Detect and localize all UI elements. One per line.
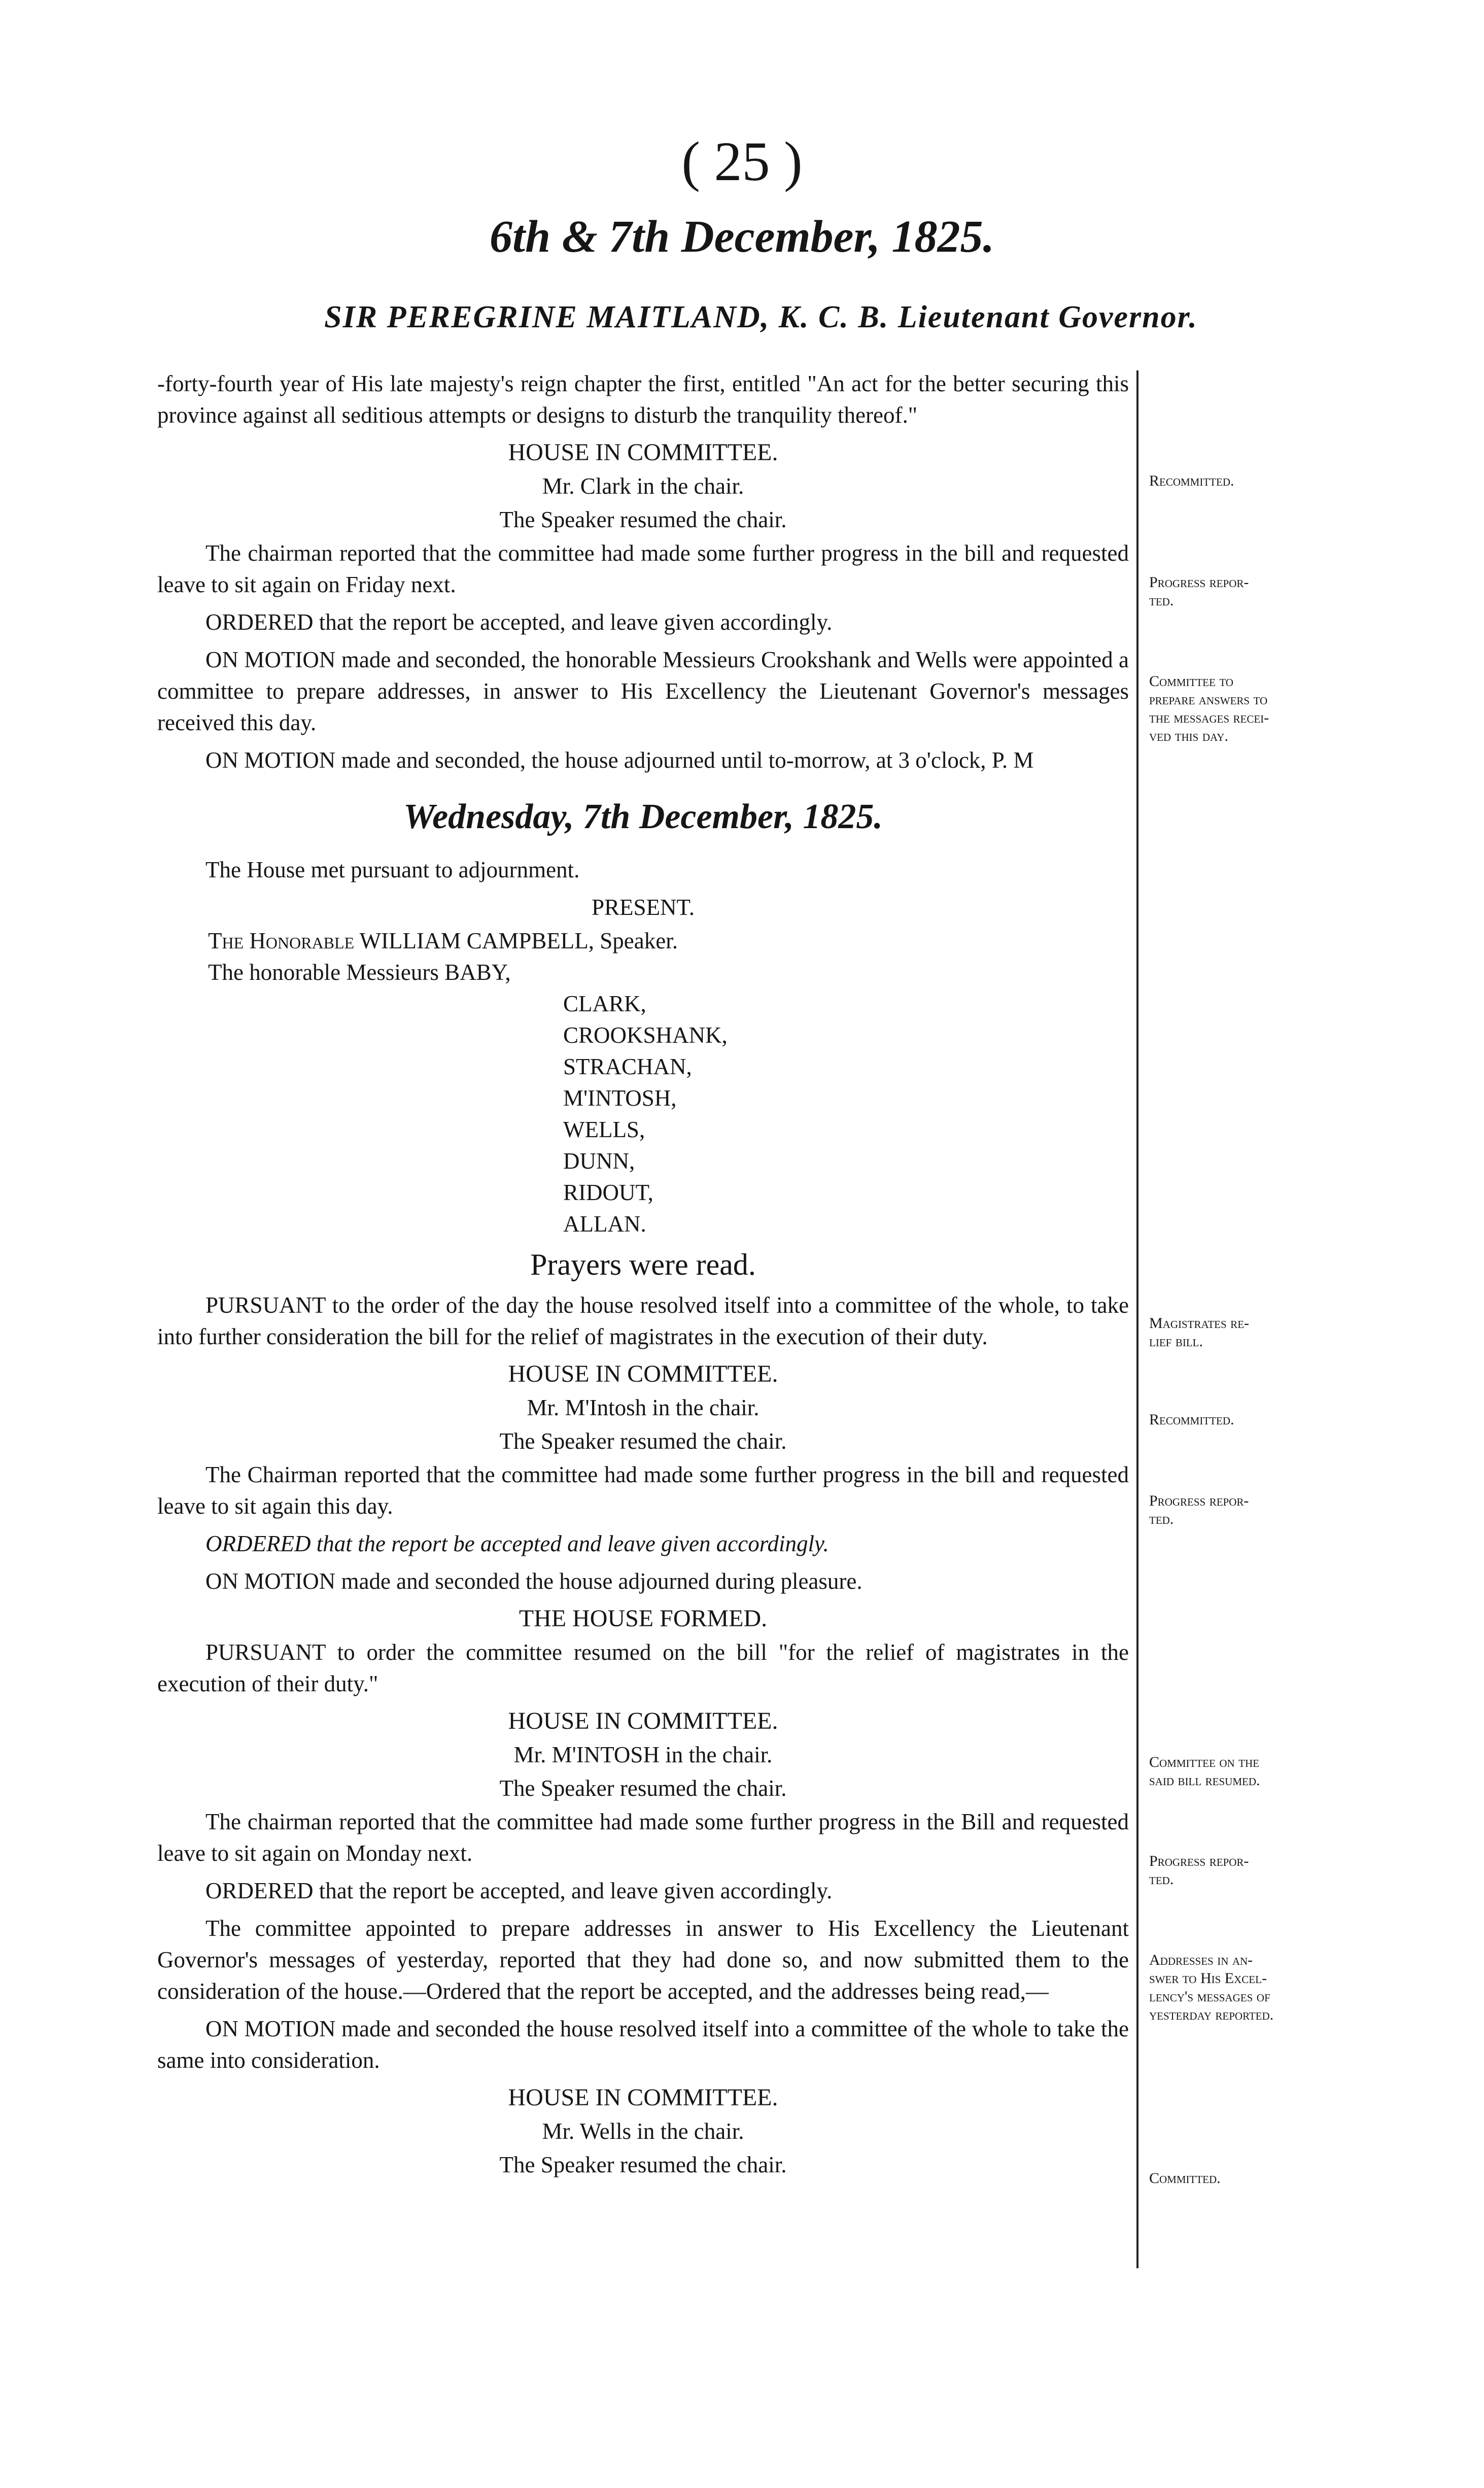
chair-line-4: Mr. Wells in the chair. [542,2119,744,2144]
margin-note-committee-answers: Committee to prepare answers to the messages recei- ved this day. [1149,673,1269,744]
chair-line-2: Mr. M'Intosh in the chair. [527,1395,760,1420]
met-paragraph: The House met pursuant to adjournment. [205,857,580,882]
motion-paragraph-2: ON MOTION made and seconded the house adjourned during pleasure. [205,1569,862,1594]
member-name: CROOKSHANK, [563,1023,728,1048]
margin-note-addresses: Addresses in an- swer to His Excel- lency's messages of yesterday reported. [1149,1952,1274,2023]
wednesday-subheading: Wednesday, 7th December, 1825. [403,797,883,836]
speaker-line-4: The Speaker resumed the chair. [499,2152,787,2177]
chair-line-1: Mr. Clark in the chair. [542,473,744,499]
governor-line: SIR PEREGRINE MAITLAND, K. C. B. Lieutenant Governor. [324,300,1198,334]
adjourn-paragraph: ON MOTION made and seconded, the house adjourned until to-morrow, at 3 o'clock, P. M [205,747,1034,773]
report-paragraph-1: The chairman reported that the committee had made some further progress in the bill and requested leave to sit again on Friday next. [157,540,1129,597]
speaker-line-3: The Speaker resumed the chair. [499,1776,787,1801]
journal-body [157,368,1129,2183]
committee-heading-4: HOUSE IN COMMITTEE. [508,2084,778,2111]
prayers-line: Prayers were read. [530,1248,756,1281]
chair-line-3: Mr. M'INTOSH in the chair. [513,1742,773,1767]
speaker-name: WILLIAM CAMPBELL, Speaker. [359,928,678,953]
committee-heading-2: HOUSE IN COMMITTEE. [508,1360,778,1387]
present-heading: PRESENT. [592,895,695,920]
ordered-paragraph-3: ORDERED that the report be accepted, and leave given accordingly. [205,1878,833,1903]
page-number: ( 25 ) [681,130,803,192]
member-name: CLARK, [563,991,646,1016]
pursuant-paragraph-2: PURSUANT to order the committee resumed on the bill "for the relief of magistrates in the execution of their duty." [157,1640,1129,1696]
house-formed-heading: THE HOUSE FORMED. [519,1605,768,1632]
members-list [157,925,1129,1240]
ordered-paragraph-2: ORDERED that the report be accepted and leave given accordingly. [205,1531,829,1556]
member-name: RIDOUT, [563,1180,653,1205]
committee-heading-3: HOUSE IN COMMITTEE. [508,1708,778,1734]
speaker-row [157,925,1129,957]
date-heading: 6th & 7th December, 1825. [490,212,994,262]
committee-heading-1: HOUSE IN COMMITTEE. [508,439,778,466]
report-paragraph-2: The Chairman reported that the committee had made some further progress in the bill and requested leave to sit again this day. [157,1462,1129,1519]
motion-paragraph-1: ON MOTION made and seconded, the honorable Messieurs Crookshank and Wells were appointed a committee to prepare addresses, in answer to His Excellency the Lieutenant Governor's messages received this day. [157,647,1129,735]
speaker-line-1: The Speaker resumed the chair. [499,507,787,532]
members-lead: The honorable Messieurs BABY, [208,960,511,985]
addresses-paragraph: The committee appointed to prepare addresses in answer to His Excellency the Lieutenant Governor's messages of yesterday, reported that they had done so, and now submitted them to the consideration of the house.—Ordered that the report be accepted, and the addresses being read,— [157,1916,1129,2004]
margin-note-magistrates: Magistrates re- lief bill. [1149,1315,1250,1350]
margin-note-committee-resumed: Committee on the said bill resumed. [1149,1754,1260,1789]
member-name: M'INTOSH, [563,1085,677,1111]
pursuant-paragraph-1: PURSUANT to the order of the day the house resolved itself into a committee of the whole, to take into further consideration the bill for the relief of magistrates in the execution of their duty. [157,1292,1129,1349]
member-name: ALLAN. [563,1211,646,1237]
intro-paragraph: -forty-fourth year of His late majesty's reign chapter the first, entitled "An act for the better securing this province against all seditious attempts or designs to disturb the tranquility thereof." [157,371,1129,428]
margin-note-recommitted-2: Recommitted. [1149,1411,1234,1428]
margin-note-progress-2: Progress repor- ted. [1149,1492,1249,1527]
speaker-prefix: The Honorable [208,928,355,953]
member-name: WELLS, [563,1117,645,1142]
member-name: STRACHAN, [563,1054,692,1079]
margin-note-progress-1: Progress repor- ted. [1149,574,1249,609]
ordered-paragraph-1: ORDERED that the report be accepted, and leave given accordingly. [205,609,833,635]
motion-paragraph-3: ON MOTION made and seconded the house resolved itself into a committee of the whole to take the same into consideration. [157,2016,1129,2073]
report-paragraph-3: The chairman reported that the committee had made some further progress in the Bill and requested leave to sit again on Monday next. [157,1809,1129,1866]
speaker-line-2: The Speaker resumed the chair. [499,1428,787,1454]
margin-note-recommitted-1: Recommitted. [1149,472,1234,489]
member-name: DUNN, [563,1148,635,1174]
margin-note-committed: Committed. [1149,2170,1221,2187]
margin-rule [1136,370,1138,2268]
margin-note-progress-3: Progress repor- ted. [1149,1853,1249,1888]
